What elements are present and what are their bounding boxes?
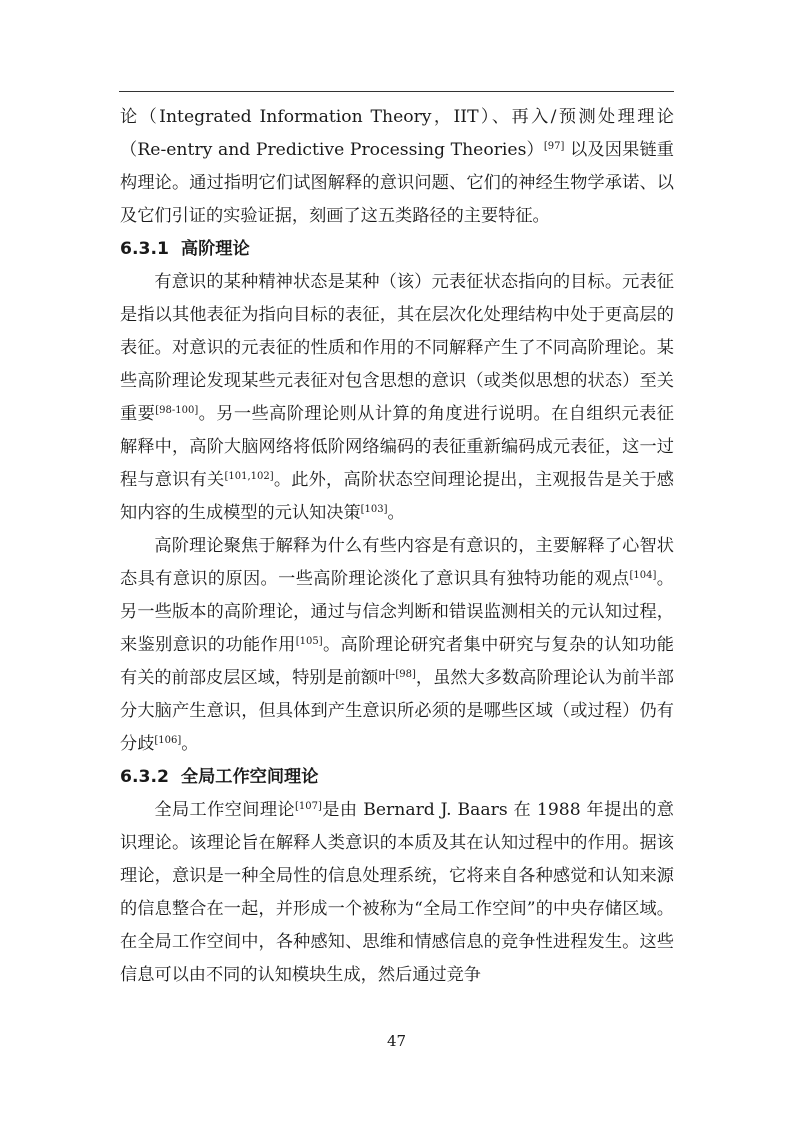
section-title: 高阶理论 — [180, 239, 250, 259]
text-run: 以及因果链重构理论。通过指明它们试图解释的意识问题、它们的神经生物学承诺、以及它们引证的实验证据，刻画了这五类路径的主要特征。 — [120, 140, 674, 226]
text-run: 。 — [181, 734, 199, 754]
citation: [107] — [294, 801, 322, 812]
citation: [98] — [395, 669, 416, 680]
text-run: 论（Integrated Information Theory，IIT）、再入/预测处理理论（Re-entry and Predictive Processing Theories） — [120, 107, 674, 160]
intro-paragraph — [120, 101, 674, 233]
section-title: 全局工作空间理论 — [180, 767, 319, 787]
text-run: 有意识的某种精神状态是某种（该）元表征状态指向的目标。元表征是指以其他表征为指向目标的表征，其在层次化处理结构中处于更高层的表征。对意识的元表征的性质和作用的不同解释产生了不同高阶理论。某些高阶理论发现某些元表征对包含思想的意识（或类似思想的状态）至关重要 — [120, 272, 674, 424]
section-heading-6-3-1 — [120, 233, 674, 266]
header-rule — [119, 91, 674, 92]
text-run: 。 — [387, 503, 405, 523]
text-run: 。另一些版本的高阶理论，通过与信念判断和错误监测相关的元认知过程，来鉴别意识的功能作用 — [120, 569, 674, 655]
text-run: 。此外，高阶状态空间理论提出，主观报告是关于感知内容的生成模型的元认知决策 — [120, 470, 674, 523]
citation: [106] — [154, 735, 182, 746]
text-run: 。高阶理论研究者集中研究与复杂的认知功能有关的前部皮层区域，特别是前额叶 — [120, 635, 674, 688]
page-body — [120, 101, 674, 992]
text-run: ，虽然大多数高阶理论认为前半部分大脑产生意识，但具体到产生意识所必须的是哪些区域（或过程）仍有分歧 — [120, 668, 674, 754]
text-run: 高阶理论聚焦于解释为什么有些内容是有意识的，主要解释了心智状态具有意识的原因。一些高阶理论淡化了意识具有独特功能的观点 — [120, 536, 674, 589]
text-run: 是由 Bernard J. Baars 在 1988 年提出的意识理论。该理论旨在解释人类意识的本质及其在认知过程中的作用。据该理论，意识是一种全局性的信息处理系统，它将来自各种感觉和认知来源的信息整合在一起，并形成一个被称为“全局工作空间”的中央存储区域。在全局工作空间中，各种感知、思维和情感信息的竞争性进程发生。这些信息可以由不同的认知模块生成，然后通过竞争 — [120, 800, 674, 985]
text-run: 。另一些高阶理论则从计算的角度进行说明。在自组织元表征解释中，高阶大脑网络将低阶网络编码的表征重新编码成元表征，这一过程与意识有关 — [120, 404, 674, 490]
citation: [101,102] — [224, 471, 274, 482]
citation: [98-100] — [155, 405, 199, 416]
paragraph-hot-1 — [120, 266, 674, 530]
section-number: 6.3.2 — [120, 767, 169, 787]
section-heading-6-3-2 — [120, 761, 674, 794]
text-run: 全局工作空间理论 — [154, 800, 295, 820]
citation: [104] — [629, 570, 657, 581]
paragraph-gwt-1 — [120, 794, 674, 992]
citation: [103] — [360, 504, 388, 515]
citation: [105] — [295, 636, 323, 647]
paragraph-hot-2 — [120, 530, 674, 761]
page-number: 47 — [386, 1032, 407, 1050]
section-number: 6.3.1 — [120, 239, 169, 259]
citation-97: [97] — [543, 141, 565, 152]
